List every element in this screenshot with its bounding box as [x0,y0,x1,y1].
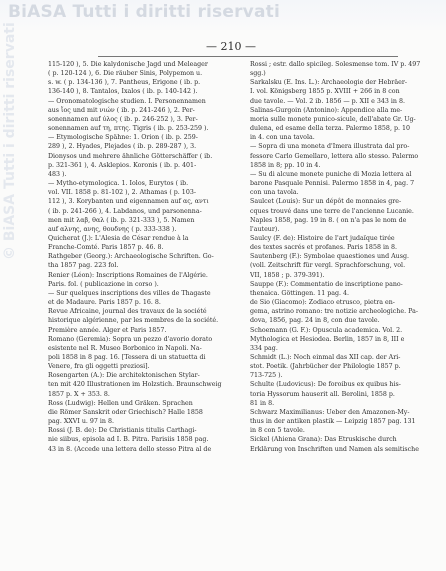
text-line: 713-725 ). [250,372,283,380]
text-line: moria sulle monete punico-sicule, dell'abate Gr. Ug- [250,115,416,123]
text-line: 43 in 8. (Accede una lettera dello stesso Pitra al de [48,445,212,453]
text-line: 115-120 ), 5. Die kalydonische Jagd und Meleager [48,61,208,68]
text-line: 81 in 8. [250,399,275,407]
text-line: vol. VII. 1858 p. 81-102 ), 2. Athamas ( p. 103- [48,189,196,197]
text-line: — Sopra di una moneta d'Imera illustrata dal pro- [250,143,410,151]
text-line: gema, astrino romano: tre notizie archeologiche. Pa- [250,308,418,316]
text-line: — Etymologische Spähne: 1. Orion ( ib. p. 259- [48,134,198,142]
text-line: Sickel (Ahiena Grana): Das Etruskische durch [250,436,397,444]
text-line: pag. XXVI u. 97 in 8. [48,418,114,426]
text-line: Sarkalsku (E. Ins. L.): Archaeologie der Hebräer- [250,79,407,87]
text-line: s. w. ( p. 134-136 ), 7. Pantheus, Erigone ( ib. p. [48,79,201,87]
text-line: (voll. Zeitschrift für vergl. Sprachforschung, vol. [250,262,406,270]
text-line: men mit λαβ, θαλ ( ib. p. 321-333 ), 5. Namen [48,216,195,224]
watermark-text: BiASA Tutti i diritti riservati [8,2,280,22]
text-line: barone Pasquale Pennisi. Palermo 1858 in 4, pag. 7 [250,180,415,188]
text-line: Revue Africaine, journal des travaux de la société [48,308,207,316]
text-line: dulena, ed esame della terza. Palermo 1858, p. 10 [250,125,410,133]
right-column [250,60,436,454]
text-line: — Oronomatologische studien. I. Personennamen [48,97,206,105]
text-line: Venere, fra gli oggetti preziosi]. [48,363,150,371]
text-line: p. 321-361 ), 4. Asklepios. Koronis ( ib. p. 401- [48,161,197,169]
text-line: sgg.) [250,70,266,78]
text-line: de Sio (Giacomo): Zodiaco etrusco, pietra en- [250,299,395,307]
text-line: et de Madaure. Paris 1857 p. 16. 8. [48,299,161,307]
text-line: thenaica. Göttingen. 11 pag. 4. [250,289,350,297]
text-line: — Sur quelques inscriptions des villes de Thagaste [48,289,211,297]
text-line: stot. Poetik. (Jahrbücher der Philologie 1857 p. [250,363,401,371]
text-line: in 4. con una tavola. [250,134,315,142]
text-line: thus in der antiken plastik — Leipzig 1857 pag. 131 [250,418,416,426]
text-line: Rossi (J. B. de): De Christianis titulis Carthagi- [48,427,197,435]
text-line: Première année. Alger et Paris 1857. [48,326,167,334]
text-line: auf αλνης, ανης, θουδνης ( p. 333-338 ). [48,225,177,233]
text-line: esistente nel R. Museo Borbonico in Napoli. Na- [48,344,202,352]
text-line: Rosengarten (A.): Die architektonischen Stylar- [48,372,200,380]
text-line: 289 ), 2. Hyades, Plejades ( ib. p. 289-287 ), 3. [48,143,197,151]
text-line: fessore Carlo Gemellaro, lettera allo stesso. Palermo [250,152,419,160]
text-line: Schulte (Ludovicus): De foroibus ex quibus his- [250,381,401,389]
text-line: l'auteur). [250,225,280,233]
text-line: con una tavola. [250,189,299,197]
text-line: Sauppe (F.): Commentatio de inscriptione pano- [250,280,403,288]
text-line: Rossi ; estr. dallo spicileg. Solesmense tom. IV p. 497 [250,61,421,68]
text-line: Mythologica et Hesiodea. Berlin, 1857 in 8, III e [250,335,405,343]
text-line: ten mit 420 Illustrationen im Holzstich. Braunschweig [48,381,222,389]
text-line: poli 1858 in 8 pag. 16. [Tessera di un statuetta di [48,354,206,361]
side-watermark: © BiASA Tutti i diritti riservati [2,22,18,260]
text-line: Quicherat (J.): L'Alesia de César rendue à la [48,234,189,242]
text-line: aus ἴος und mit νιών ( ib. p. 241-246 ), 2. Per- [48,106,195,114]
text-line: ( p. 120-124 ), 6. Die räuber Sinis, Polypemon u. [48,70,203,78]
text-line: Saulcy (F. de): Histoire de l'art judaïque tirée [250,234,395,242]
text-line: Schmidt (L.): Noch einmal das XII cap. der Ari- [250,354,401,361]
text-line: 136-140 ), 8. Tantalos, Ixalos ( ib. p. 140-142 ). [48,88,198,96]
text-line: die Römer Sanskrit oder Griechisch? Halle 1858 [48,408,203,416]
text-line: Ross (Ludwig): Hellen und Gräken. Sprachen [48,399,193,407]
text-line: 1857 p. X + 353. 8. [48,390,110,398]
text-line: sonennamen auf ύλος ( ib. p. 246-252 ), 3. Per- [48,115,198,123]
text-line: nie siibus, episola ad I. B. Pitra. Parisiis 1858 pag. [48,436,209,444]
text-line: Romano (Geremia): Sopra un pezzo d'avorio dorato [48,335,213,343]
text-line: toria Hyssorum hauserit all. Berolini, 1858 p. [250,390,395,398]
page-number: — 210 — [206,40,256,53]
text-line: Sautenberg (F.): Symbolae quaestiones und Ausg. [250,253,409,261]
text-line: Naples 1858, pag. 19 in 8. ( on n'a pas le nom de [250,216,407,224]
text-line: 334 pag. [250,344,278,352]
text-line: — Su di alcune monete puniche di Mozia lettera al [250,170,412,178]
text-line: Rathgeber (Georg.): Archaeologische Schriften. Go- [48,253,214,261]
text-line: Franche-Comté. Paris 1857 p. 46. 8. [48,244,164,252]
text-line: Dionysos und mehrere ähnliche Götterschäffer ( ib. [48,152,213,160]
text-line: Renier (Léon): Inscriptions Romaines de l'Algérie. [48,271,208,279]
text-line: cques trouvé dans une terre de l'ancienne Lucanie. [250,207,414,215]
watermark-banner [0,0,446,30]
text-line: 1858 in 8; pp. 10 in 4. [250,161,321,169]
text-line: dova, 1856, pag. 24 in 8, con due tavole. [250,317,380,325]
text-line: due tavole. — Vol. 2 ib. 1856 — p. XII e 343 in 8. [250,97,405,105]
text-line: Erklärung von Inschriften und Namen als semitische [250,445,419,453]
text-line: Paris. fol. ( publicazione in corso ). [48,280,159,288]
text-line: ( ib. p. 241-266 ), 4. Labdanos, und parsonenna- [48,207,202,215]
text-line: in 8 con 5 tavole. [250,427,305,435]
text-line: sonennamen auf τη, πτης. Tigris ( ib. p. 253-259 ). [48,125,209,133]
text-line: Schwarz Maximilianus: Ueber den Amazonen-My- [250,408,410,416]
left-column [48,60,236,454]
text-line: 112 ), 3. Korybanten und eigennamen auf ας, αντι [48,198,209,206]
text-line: 483 ). [48,170,67,178]
text-line: tha 1857 pag. 223 fol. [48,262,119,270]
text-line: Salinas-Gurgoin (Antonino): Appendice alla me- [250,106,403,114]
text-line: Schoemann (G. F.): Opuscula academica. Vol. 2. [250,326,403,334]
text-line: — Mytho-etymologica. 1. Iolos, Eurytos ( ib. [48,180,189,188]
text-line: historique algérienne, par les membres de la société. [48,317,219,325]
text-line: des textes sacrés et profanes. Paris 1858 in 8. [250,244,398,252]
text-line: VII, 1858 ; p. 379-391). [250,271,325,279]
text-line: Saulcet (Louis): Sur un dépôt de monnaies gre- [250,198,402,206]
text-line: I. vol. Königsberg 1855 p. XVIII + 266 in 8 con [250,88,400,96]
header-rule [98,56,398,57]
